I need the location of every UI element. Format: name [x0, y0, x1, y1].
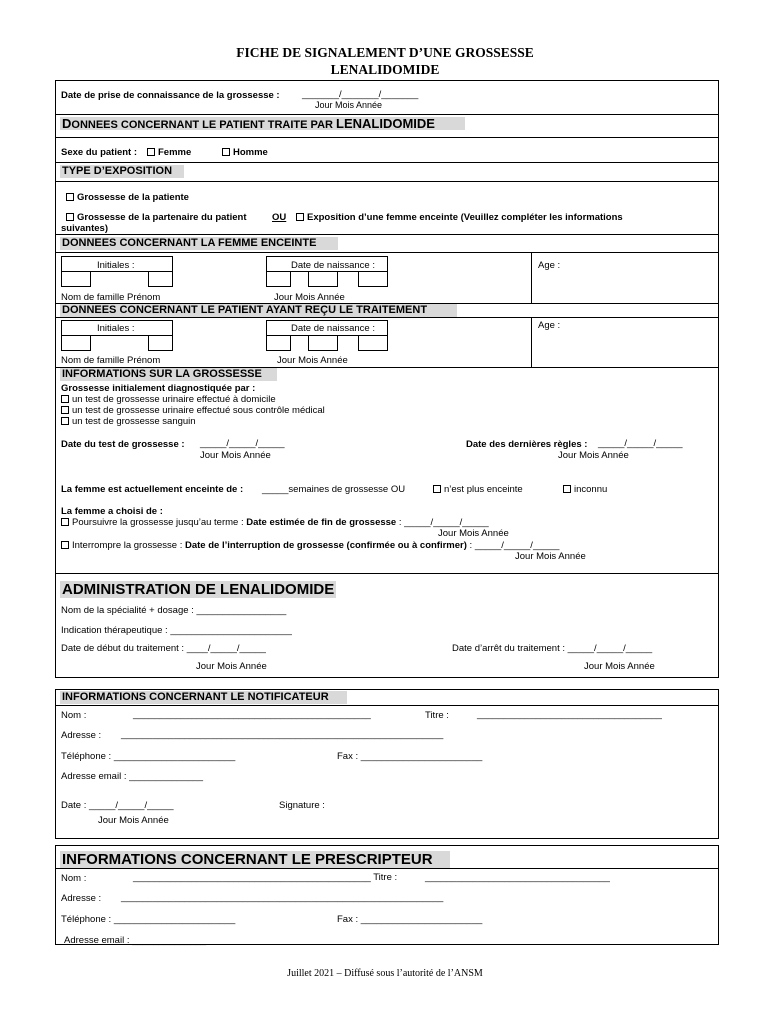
initiale-prenom-femme-box[interactable]	[148, 271, 173, 287]
dob-jour-femme-box[interactable]	[266, 271, 291, 287]
footer-text: Juillet 2021 – Diffusé sous l’autorité de l’ANSM	[287, 968, 483, 979]
interrompre-option[interactable]: Interrompre la grossesse : Date de l’interruption de grossesse (confirmée ou à confirmer) : _____/_____/_____	[61, 540, 559, 551]
presc-email-field[interactable]: Adresse email : ______________	[64, 935, 207, 946]
notif-signature-label: Signature :	[279, 800, 325, 811]
section-header-patient-traite: DONNEES CONCERNANT LE PATIENT TRAITE PAR LENALIDOMIDE	[60, 117, 465, 130]
sexe-label: Sexe du patient :	[61, 147, 138, 158]
checkbox-grossesse-partenaire[interactable]	[66, 213, 74, 221]
age-femme-label: Age :	[538, 260, 561, 271]
exposition-option-cont: suivantes)	[61, 223, 108, 234]
interrompre-sub: Jour Mois Année	[515, 551, 586, 562]
divider	[55, 181, 719, 182]
divider	[55, 705, 719, 706]
nom-prenom-patient-label: Nom de famille Prénom	[61, 355, 161, 366]
section-header-administration: ADMINISTRATION DE LENALIDOMIDE	[62, 581, 335, 598]
checkbox-homme[interactable]	[222, 148, 230, 156]
dob-jour-patient-box[interactable]	[266, 335, 291, 351]
inconnu-option[interactable]: inconnu	[563, 484, 607, 495]
presc-titre-field[interactable]: ___________________________________	[425, 872, 610, 883]
checkbox-plus-enceinte[interactable]	[433, 485, 441, 493]
checkbox-diag-sanguin[interactable]	[61, 417, 69, 425]
checkbox-exposition-femme-enceinte[interactable]	[296, 213, 304, 221]
plus-enceinte-option[interactable]: n’est plus enceinte	[433, 484, 523, 495]
notif-date-sub: Jour Mois Année	[98, 815, 169, 826]
divider	[531, 252, 532, 303]
sexe-homme-option[interactable]: Homme	[222, 147, 268, 158]
checkbox-inconnu[interactable]	[563, 485, 571, 493]
checkbox-diag-medical[interactable]	[61, 406, 69, 414]
diag-option-medical[interactable]: un test de grossesse urinaire effectué sous contrôle médical	[61, 405, 325, 416]
checkbox-grossesse-patiente[interactable]	[66, 193, 74, 201]
checkbox-poursuivre[interactable]	[61, 518, 69, 526]
dob-mois-femme-box[interactable]	[308, 271, 338, 287]
date-connaissance-field[interactable]: _______/_______/_______	[302, 89, 419, 100]
date-connaissance-label: Date de prise de connaissance de la grossesse :	[61, 90, 280, 101]
sexe-femme-option[interactable]: Femme	[147, 147, 191, 158]
initiales-patient-label: Initiales :	[97, 323, 135, 334]
enceinte-field[interactable]: _____semaines de grossesse OU	[262, 484, 406, 495]
regles-date-label: Date des dernières règles :	[466, 439, 588, 450]
diag-option-sanguin[interactable]: un test de grossesse sanguin	[61, 416, 196, 427]
exposition-option-partenaire[interactable]: Grossesse de la partenaire du patient	[66, 212, 246, 223]
section-header-exposition: TYPE D’EXPOSITION	[60, 165, 184, 178]
dob-patient-label: Date de naissance :	[291, 323, 375, 334]
presc-adresse-label: Adresse :	[61, 893, 102, 904]
presc-fax-field[interactable]: Fax : _______________________	[337, 914, 483, 925]
form-title: FICHE DE SIGNALEMENT D’UNE GROSSESSE	[236, 45, 534, 60]
initiale-nom-femme-box[interactable]	[61, 271, 91, 287]
section-header-prescripteur: INFORMATIONS CONCERNANT LE PRESCRIPTEUR	[60, 851, 450, 868]
date-connaissance-sub: Jour Mois Année	[315, 100, 383, 110]
arret-field[interactable]: Date d’arrêt du traitement : _____/_____/_____	[452, 643, 653, 654]
notif-nom-label: Nom :	[61, 710, 87, 721]
initiale-nom-patient-box[interactable]	[61, 335, 91, 351]
notif-nom-field[interactable]: _____________________________________________	[133, 709, 371, 720]
test-date-field[interactable]: _____/_____/_____	[200, 438, 285, 449]
poursuivre-option[interactable]: Poursuivre la grossesse jusqu’au terme : Date estimée de fin de grossesse : _____/_____/_____	[61, 517, 489, 528]
dob-femme-label: Date de naissance :	[291, 260, 375, 271]
test-date-label: Date du test de grossesse :	[61, 439, 185, 450]
notif-titre-field[interactable]: ___________________________________	[477, 709, 662, 720]
divider	[55, 317, 719, 318]
debut-sub: Jour Mois Année	[196, 661, 267, 672]
diag-label: Grossesse initialement diagnostiquée par :	[61, 383, 256, 394]
divider	[531, 317, 532, 367]
form-subtitle: LENALIDOMIDE	[330, 62, 440, 77]
exposition-option-femme-enceinte[interactable]: Exposition d’une femme enceinte (Veuillez compléter les informations	[296, 212, 623, 223]
divider	[55, 868, 719, 869]
checkbox-interrompre[interactable]	[61, 541, 69, 549]
specialite-field[interactable]: Nom de la spécialité + dosage : _________________	[61, 605, 287, 616]
dob-femme-sub: Jour Mois Année	[274, 292, 345, 303]
presc-nom-field[interactable]: _____________________________________________ Titre :	[133, 872, 398, 883]
enceinte-label: La femme est actuellement enceinte de :	[61, 484, 244, 495]
divider	[55, 252, 719, 253]
section-header-patient-recu: DONNEES CONCERNANT LE PATIENT AYANT REÇU LE TRAITEMENT	[60, 304, 457, 317]
notif-adresse-label: Adresse :	[61, 730, 102, 741]
divider	[55, 234, 719, 235]
dob-annee-patient-box[interactable]	[358, 335, 388, 351]
choisi-label: La femme a choisi de :	[61, 506, 163, 517]
diag-option-domicile[interactable]: un test de grossesse urinaire effectué à domicile	[61, 394, 276, 405]
section-header-femme-enceinte: DONNEES CONCERNANT LA FEMME ENCEINTE	[60, 237, 338, 250]
poursuivre-sub: Jour Mois Année	[438, 528, 509, 539]
notif-email-field[interactable]: Adresse email : ______________	[61, 771, 204, 782]
section-header-grossesse: INFORMATIONS SUR LA GROSSESSE	[60, 368, 277, 381]
regles-date-sub: Jour Mois Année	[558, 450, 629, 461]
initiale-prenom-patient-box[interactable]	[148, 335, 173, 351]
notif-fax-field[interactable]: Fax : _______________________	[337, 751, 483, 762]
presc-adresse-field[interactable]: _____________________________________________________________	[121, 892, 444, 903]
checkbox-diag-domicile[interactable]	[61, 395, 69, 403]
dob-patient-sub: Jour Mois Année	[277, 355, 348, 366]
section-header-notificateur: INFORMATIONS CONCERNANT LE NOTIFICATEUR	[60, 691, 347, 704]
notif-adresse-field[interactable]: _____________________________________________________________	[121, 729, 444, 740]
indication-field[interactable]: Indication thérapeutique : _______________________	[61, 625, 292, 636]
divider	[55, 114, 719, 115]
notif-titre-label: Titre :	[425, 710, 449, 721]
exposition-ou: OU	[272, 212, 287, 223]
arret-sub: Jour Mois Année	[584, 661, 655, 672]
age-patient-label: Age :	[538, 320, 561, 331]
debut-field[interactable]: Date de début du traitement : ____/_____/_____	[61, 643, 266, 654]
test-date-sub: Jour Mois Année	[200, 450, 271, 461]
dob-mois-patient-box[interactable]	[308, 335, 338, 351]
presc-telephone-field[interactable]: Téléphone : _______________________	[61, 914, 236, 925]
notif-telephone-field[interactable]: Téléphone : _______________________	[61, 751, 236, 762]
regles-date-field[interactable]: _____/_____/_____	[598, 438, 683, 449]
initiales-femme-label: Initiales :	[97, 260, 135, 271]
presc-nom-label: Nom :	[61, 873, 87, 884]
divider	[55, 137, 719, 138]
nom-prenom-femme-label: Nom de famille Prénom	[61, 292, 161, 303]
exposition-option-patiente[interactable]: Grossesse de la patiente	[66, 192, 189, 203]
divider	[55, 162, 719, 163]
dob-annee-femme-box[interactable]	[358, 271, 388, 287]
checkbox-femme[interactable]	[147, 148, 155, 156]
notif-date-field[interactable]: Date : _____/_____/_____	[61, 800, 174, 811]
